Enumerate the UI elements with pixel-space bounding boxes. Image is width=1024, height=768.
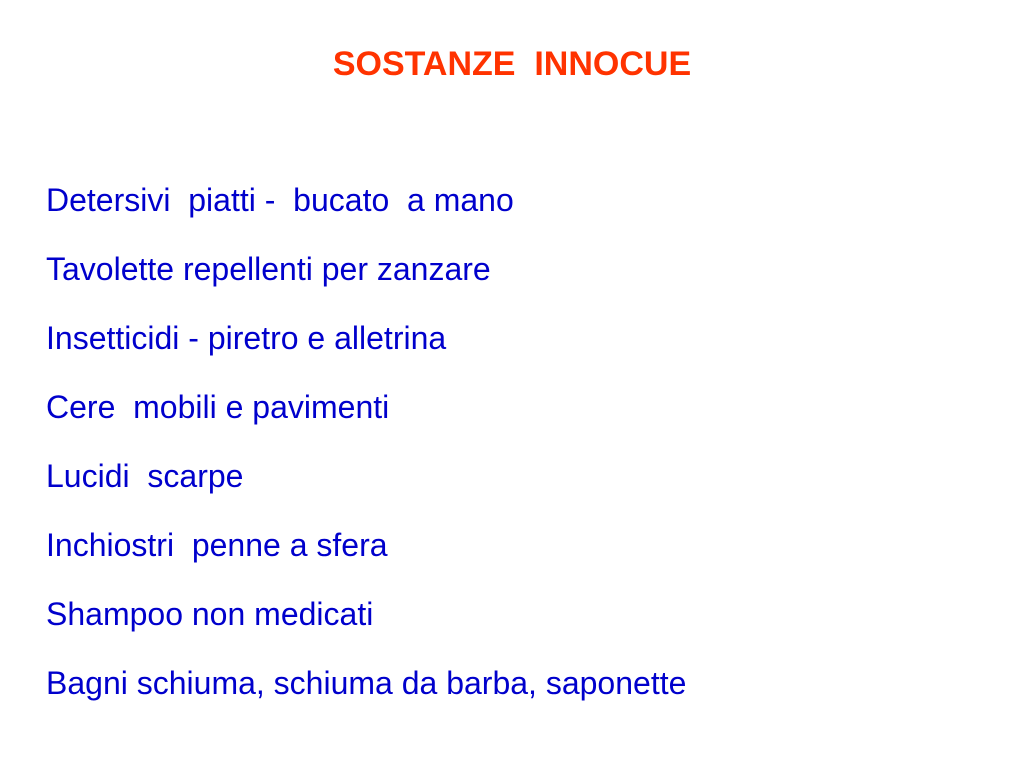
list-item: Insetticidi - piretro e alletrina [46, 320, 447, 356]
list-item: Tavolette repellenti per zanzare [46, 251, 491, 287]
list-item: Lucidi scarpe [46, 458, 244, 494]
list-item: Inchiostri penne a sfera [46, 527, 388, 563]
list-item: Shampoo non medicati [46, 596, 374, 632]
slide-title: SOSTANZE INNOCUE [332, 45, 692, 83]
list-item: Detersivi piatti - bucato a mano [46, 182, 514, 218]
item-list [46, 166, 686, 718]
list-item: Cere mobili e pavimenti [46, 389, 390, 425]
list-item: Bagni schiuma, schiuma da barba, saponette [46, 665, 687, 701]
